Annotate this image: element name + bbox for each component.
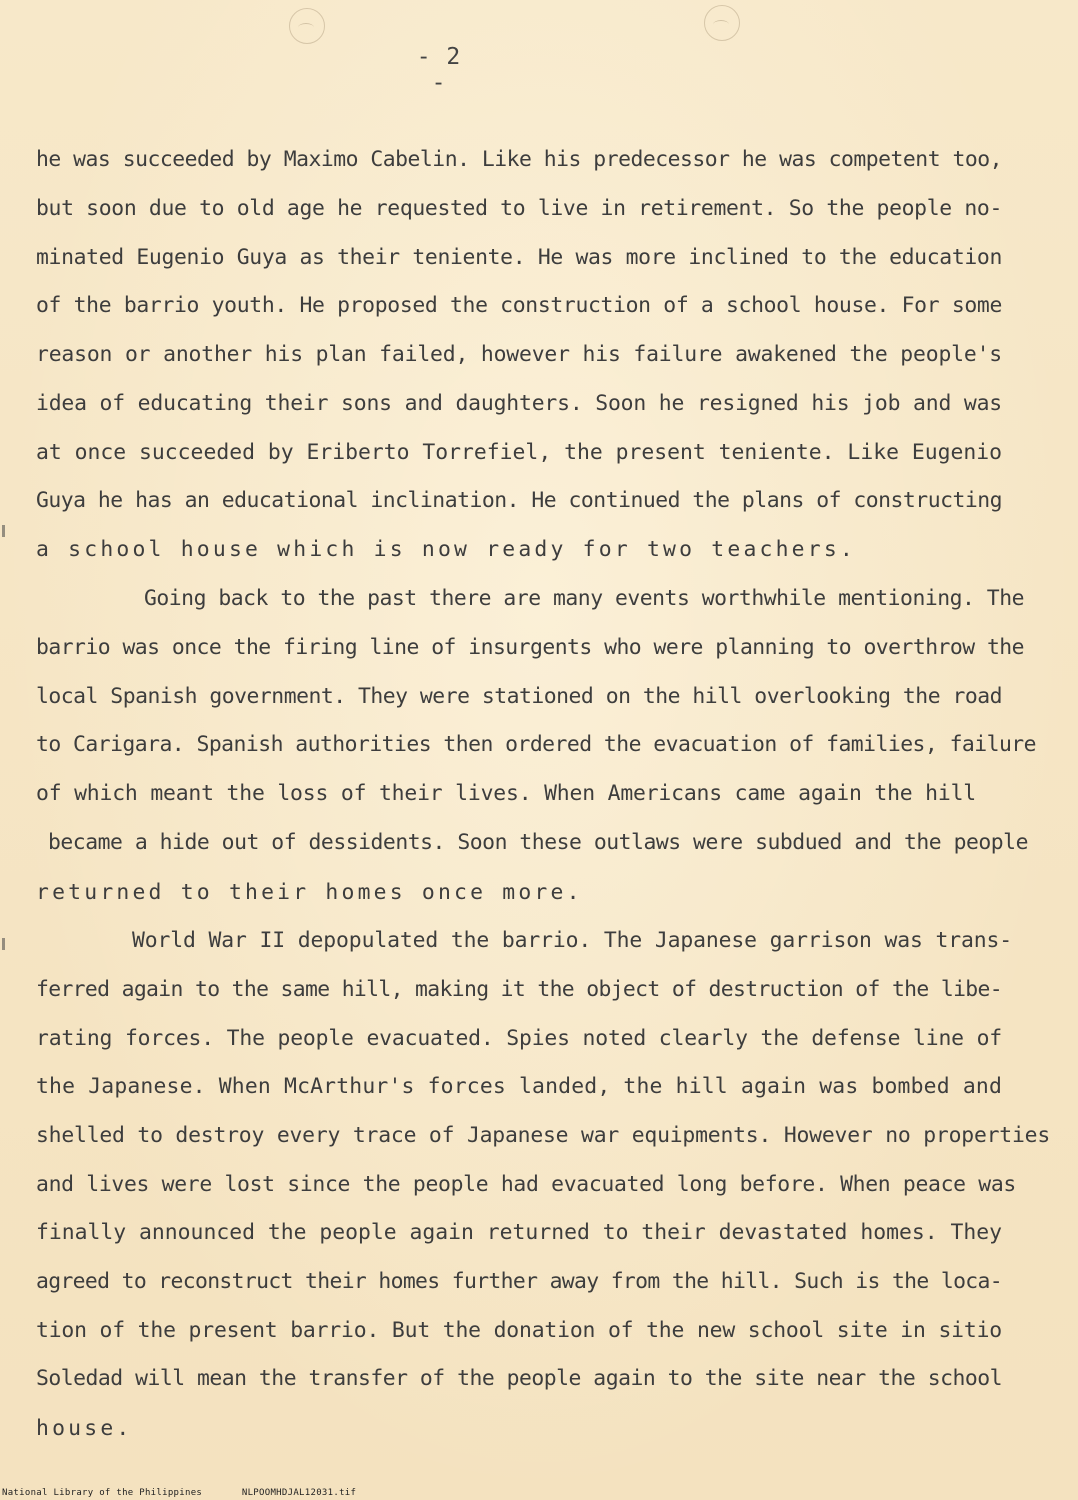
footer-filename: NLPOOMHDJAL12031.tif — [241, 1488, 357, 1498]
page-number: - 2 - — [416, 44, 462, 96]
text-line: but soon due to old age he requested to live in retirement. So the people no- — [36, 196, 1002, 221]
text-line: agreed to reconstruct their homes further away from the hill. Such is the loca- — [36, 1269, 1002, 1294]
margin-mark — [2, 525, 5, 537]
text-line: minated Eugenio Guya as their teniente. He was more inclined to the education — [36, 245, 1002, 270]
text-line: finally announced the people again returned to their devastated homes. They — [36, 1220, 1002, 1245]
footer-library: National Library of the Philippines — [2, 1488, 203, 1498]
text-line: Soledad will mean the transfer of the people again to the site near the school — [36, 1366, 1002, 1391]
text-line: he was succeeded by Maximo Cabelin. Like his predecessor he was competent too, — [36, 147, 1002, 172]
text-line: Guya he has an educational inclination. He continued the plans of constructing — [36, 488, 1002, 513]
text-line: a school house which is now ready for two teachers. — [36, 537, 856, 562]
text-line: of which meant the loss of their lives. When Americans came again the hill — [36, 781, 976, 806]
text-line: idea of educating their sons and daughters. Soon he resigned his job and was — [36, 391, 1002, 416]
text-line: and lives were lost since the people had evacuated long before. When peace was — [36, 1172, 1016, 1197]
text-line: returned to their homes once more. — [36, 880, 583, 905]
text-line: of the barrio youth. He proposed the construction of a school house. For some — [36, 293, 1002, 318]
text-line: shelled to destroy every trace of Japanese war equipments. However no properties — [36, 1123, 1050, 1148]
text-line: ferred again to the same hill, making it the object of destruction of the libe- — [36, 977, 1002, 1002]
text-line: rating forces. The people evacuated. Spies noted clearly the defense line of — [36, 1026, 1002, 1051]
text-line: at once succeeded by Eriberto Torrefiel, the present teniente. Like Eugenio — [36, 440, 1002, 465]
text-line: the Japanese. When McArthur's forces landed, the hill again was bombed and — [36, 1074, 1002, 1099]
text-line: local Spanish government. They were stationed on the hill overlooking the road — [36, 684, 1002, 709]
text-line: reason or another his plan failed, however his failure awakened the people's — [36, 342, 1002, 367]
text-line: house. — [36, 1416, 133, 1441]
library-stamp-left-icon — [289, 8, 325, 44]
library-stamp-right-icon — [704, 5, 740, 41]
text-line: World War II depopulated the barrio. The Japanese garrison was trans- — [132, 928, 1012, 953]
text-line: Going back to the past there are many events worthwhile mentioning. The — [144, 586, 1024, 611]
margin-mark — [2, 938, 5, 950]
scan-footer — [2, 1488, 390, 1498]
text-line: barrio was once the firing line of insurgents who were planning to overthrow the — [36, 635, 1024, 660]
text-line: became a hide out of dessidents. Soon these outlaws were subdued and the people — [48, 830, 1028, 855]
text-line: to Carigara. Spanish authorities then ordered the evacuation of families, failure — [36, 732, 1036, 757]
text-line: tion of the present barrio. But the donation of the new school site in sitio — [36, 1318, 1002, 1343]
